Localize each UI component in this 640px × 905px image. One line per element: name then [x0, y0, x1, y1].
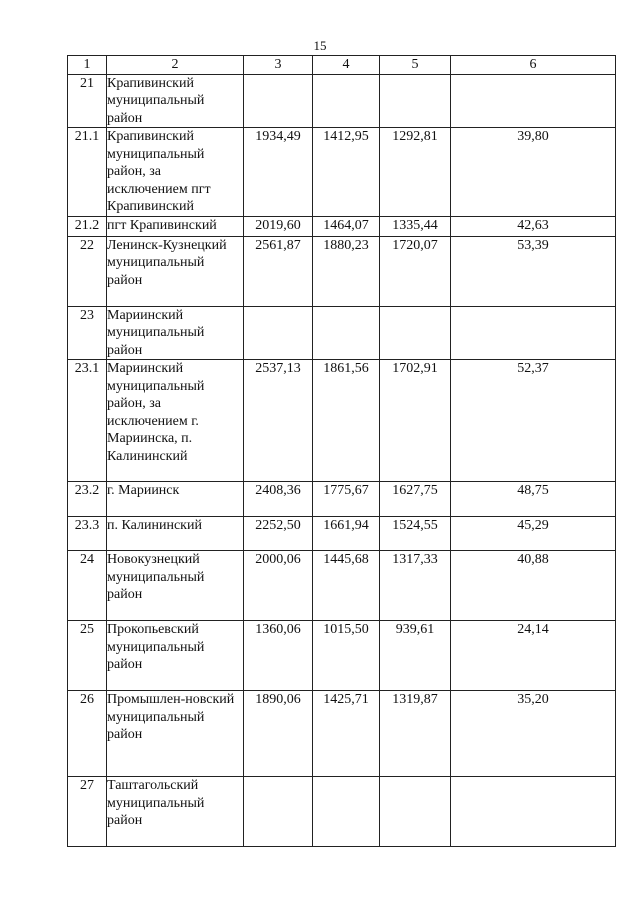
table-row — [68, 482, 616, 517]
value-col-5: 1319,87 — [380, 691, 451, 777]
value-col-3 — [244, 74, 313, 128]
value-col-5: 1335,44 — [380, 216, 451, 236]
page-number: 15 — [313, 38, 327, 53]
value-col-6 — [451, 306, 616, 360]
value-col-4 — [313, 306, 380, 360]
value-col-6: 24,14 — [451, 621, 616, 691]
table-row — [68, 517, 616, 551]
value-col-3: 2408,36 — [244, 482, 313, 517]
table-row — [68, 691, 616, 777]
value-col-5: 939,61 — [380, 621, 451, 691]
row-number: 21 — [68, 74, 107, 128]
value-col-6 — [451, 74, 616, 128]
value-col-4: 1861,56 — [313, 360, 380, 482]
row-number: 23.1 — [68, 360, 107, 482]
row-number: 22 — [68, 236, 107, 306]
table-row — [68, 621, 616, 691]
value-col-4: 1425,71 — [313, 691, 380, 777]
table-row — [68, 551, 616, 621]
column-header: 3 — [244, 56, 313, 75]
row-number: 23.3 — [68, 517, 107, 551]
table-row — [68, 777, 616, 847]
value-col-4 — [313, 777, 380, 847]
territory-name: пгт Крапивинский — [107, 216, 244, 236]
value-col-4: 1661,94 — [313, 517, 380, 551]
value-col-4: 1015,50 — [313, 621, 380, 691]
column-header: 1 — [68, 56, 107, 75]
value-col-3: 2561,87 — [244, 236, 313, 306]
row-number: 23.2 — [68, 482, 107, 517]
value-col-5: 1720,07 — [380, 236, 451, 306]
value-col-5 — [380, 306, 451, 360]
value-col-5 — [380, 777, 451, 847]
value-col-6: 40,88 — [451, 551, 616, 621]
territory-name: Мариинский муниципальный район — [107, 306, 244, 360]
column-header: 5 — [380, 56, 451, 75]
territory-name: п. Калининский — [107, 517, 244, 551]
row-number: 27 — [68, 777, 107, 847]
value-col-6: 42,63 — [451, 216, 616, 236]
territory-name: Прокопьевский муниципальный район — [107, 621, 244, 691]
row-number: 21.2 — [68, 216, 107, 236]
value-col-3: 2252,50 — [244, 517, 313, 551]
value-col-6: 52,37 — [451, 360, 616, 482]
table-row — [68, 216, 616, 236]
value-col-5 — [380, 74, 451, 128]
value-col-5: 1524,55 — [380, 517, 451, 551]
value-col-6: 45,29 — [451, 517, 616, 551]
value-col-3: 2019,60 — [244, 216, 313, 236]
value-col-6 — [451, 777, 616, 847]
row-number: 25 — [68, 621, 107, 691]
data-table — [67, 55, 616, 847]
value-col-6: 39,80 — [451, 128, 616, 217]
value-col-3 — [244, 777, 313, 847]
column-header: 6 — [451, 56, 616, 75]
value-col-3: 2000,06 — [244, 551, 313, 621]
table-row — [68, 306, 616, 360]
value-col-3: 1934,49 — [244, 128, 313, 217]
territory-name: Ленинск-Кузнецкий муниципальный район — [107, 236, 244, 306]
value-col-4: 1775,67 — [313, 482, 380, 517]
value-col-6: 48,75 — [451, 482, 616, 517]
row-number: 23 — [68, 306, 107, 360]
value-col-3: 1890,06 — [244, 691, 313, 777]
value-col-5: 1627,75 — [380, 482, 451, 517]
territory-name: Таштагольский муниципальный район — [107, 777, 244, 847]
value-col-3: 2537,13 — [244, 360, 313, 482]
row-number: 24 — [68, 551, 107, 621]
territory-name: Крапивинский муниципальный район — [107, 74, 244, 128]
value-col-4: 1880,23 — [313, 236, 380, 306]
table-row — [68, 360, 616, 482]
value-col-5: 1702,91 — [380, 360, 451, 482]
value-col-5: 1317,33 — [380, 551, 451, 621]
table-row — [68, 236, 616, 306]
column-header: 4 — [313, 56, 380, 75]
value-col-4: 1464,07 — [313, 216, 380, 236]
table-header-row — [68, 56, 616, 75]
table-row — [68, 74, 616, 128]
value-col-6: 53,39 — [451, 236, 616, 306]
value-col-4 — [313, 74, 380, 128]
territory-name: Крапивинский муниципальный район, за исключением пгт Крапивинский — [107, 128, 244, 217]
column-header: 2 — [107, 56, 244, 75]
territory-name: Промышлен-новский муниципальный район — [107, 691, 244, 777]
territory-name: Новокузнецкий муниципальный район — [107, 551, 244, 621]
row-number: 21.1 — [68, 128, 107, 217]
row-number: 26 — [68, 691, 107, 777]
value-col-3 — [244, 306, 313, 360]
value-col-6: 35,20 — [451, 691, 616, 777]
territory-name: Мариинский муниципальный район, за исключением г. Мариинска, п. Калининский — [107, 360, 244, 482]
value-col-4: 1445,68 — [313, 551, 380, 621]
table-row — [68, 128, 616, 217]
value-col-3: 1360,06 — [244, 621, 313, 691]
territory-name: г. Мариинск — [107, 482, 244, 517]
value-col-4: 1412,95 — [313, 128, 380, 217]
value-col-5: 1292,81 — [380, 128, 451, 217]
